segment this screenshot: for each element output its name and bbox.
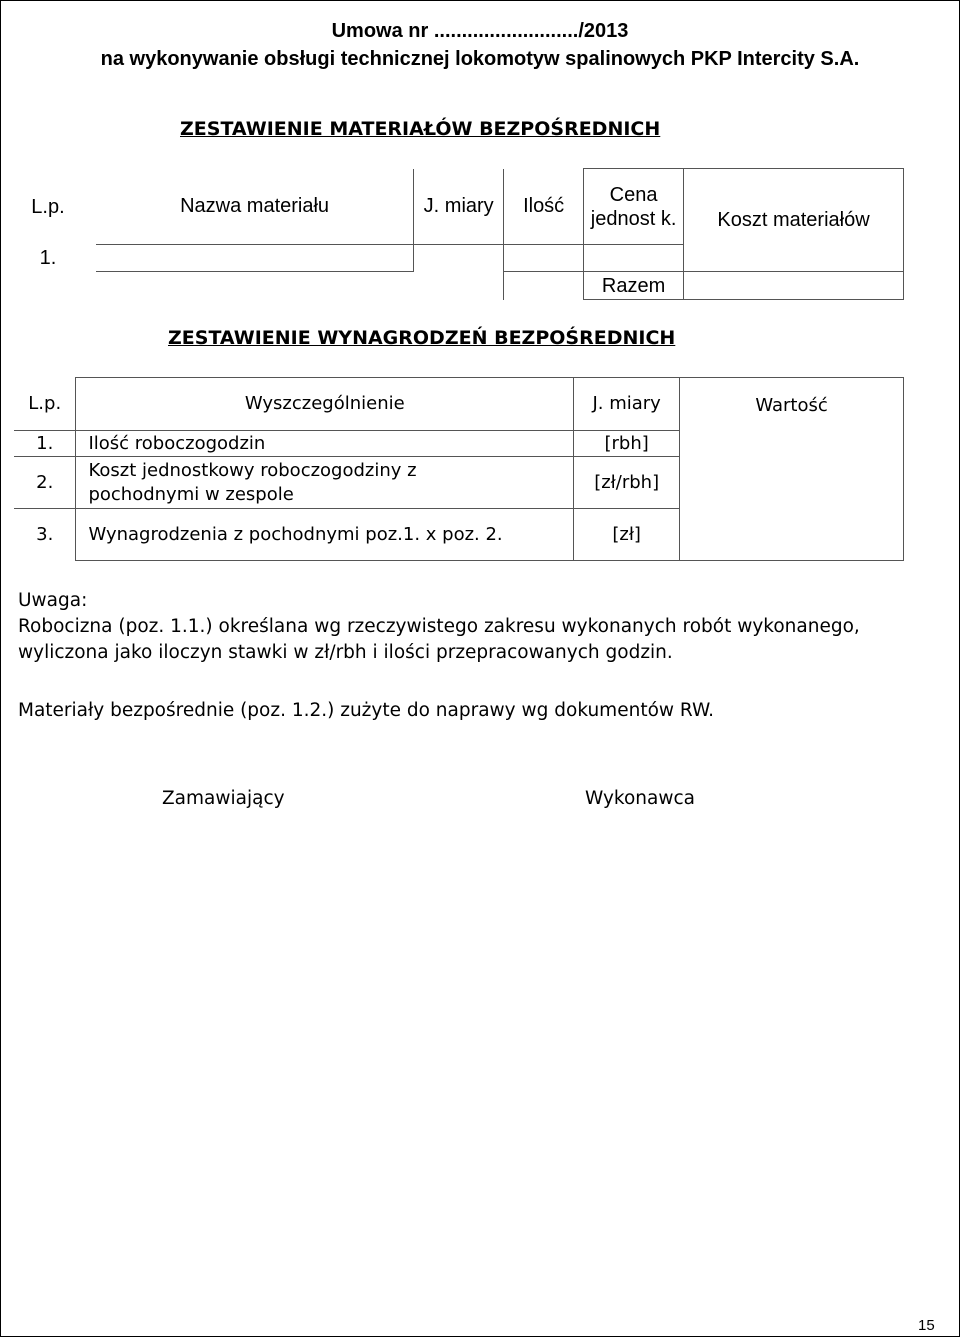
wages-table [14, 377, 904, 561]
wages-row1-desc: Ilość roboczogodzin [76, 431, 574, 457]
materials-total-value [684, 272, 904, 300]
materials-row-unit [414, 245, 504, 272]
page-number: 15 [918, 1317, 935, 1334]
wages-row1-unit: [rbh] [574, 431, 680, 457]
materials-col-name: Nazwa materiału [96, 169, 414, 245]
materials-heading: ZESTAWIENIE MATERIAŁÓW BEZPOŚREDNICH [180, 118, 661, 140]
notes-robocizna: Robocizna (poz. 1.1.) określana wg rzeczywistego zakresu wykonanych robót wykonanego, wyliczona jako iloczyn stawki w zł/rbh i ilości przepracowanych godzin. [18, 616, 860, 663]
materials-total-label: Razem [584, 272, 684, 300]
wages-col-unit: J. miary [574, 378, 680, 431]
materials-col-qty: Ilość [504, 169, 584, 245]
materials-col-unit: J. miary [414, 169, 504, 245]
wages-col-desc: Wyszczególnienie [76, 378, 574, 431]
materials-row-qty [504, 245, 584, 272]
wages-heading: ZESTAWIENIE WYNAGRODZEŃ BEZPOŚREDNICH [168, 327, 676, 349]
materials-row-lp: 1. [39, 247, 57, 269]
wages-row2-unit: [zł/rbh] [574, 457, 680, 509]
contract-subtitle: na wykonywanie obsługi technicznej lokomotyw spalinowych PKP Intercity S.A. [100, 48, 860, 70]
wages-row2-desc: Koszt jednostkowy roboczogodziny z pochodnymi w zespole [76, 457, 574, 509]
materials-col-cost: Koszt materiałów [684, 169, 904, 272]
materials-col-price: Cena jednost k. [584, 169, 684, 245]
wages-row3-lp: 3. [14, 509, 76, 561]
wages-row2-lp: 2. [14, 457, 76, 509]
materials-row-price [584, 245, 684, 272]
materials-row-name [96, 245, 414, 272]
wages-row1-lp: 1. [14, 431, 76, 457]
wages-row3-desc: Wynagrodzenia z pochodnymi poz.1. x poz. 2. [76, 509, 574, 561]
notes-materialy: Materiały bezpośrednie (poz. 1.2.) zużyte do naprawy wg dokumentów RW. [18, 700, 715, 721]
materials-table [0, 168, 904, 300]
contract-title: Umowa nr ........................../2013 [331, 20, 629, 42]
signature-wykonawca: Wykonawca [585, 788, 695, 809]
signature-zamawiajacy: Zamawiający [162, 788, 285, 809]
notes-label: Uwaga: [18, 590, 88, 611]
wages-col-value: Wartość [680, 378, 904, 561]
materials-col-lp: L.p. [31, 195, 65, 218]
wages-col-lp: L.p. [14, 378, 76, 431]
wages-row3-unit: [zł] [574, 509, 680, 561]
